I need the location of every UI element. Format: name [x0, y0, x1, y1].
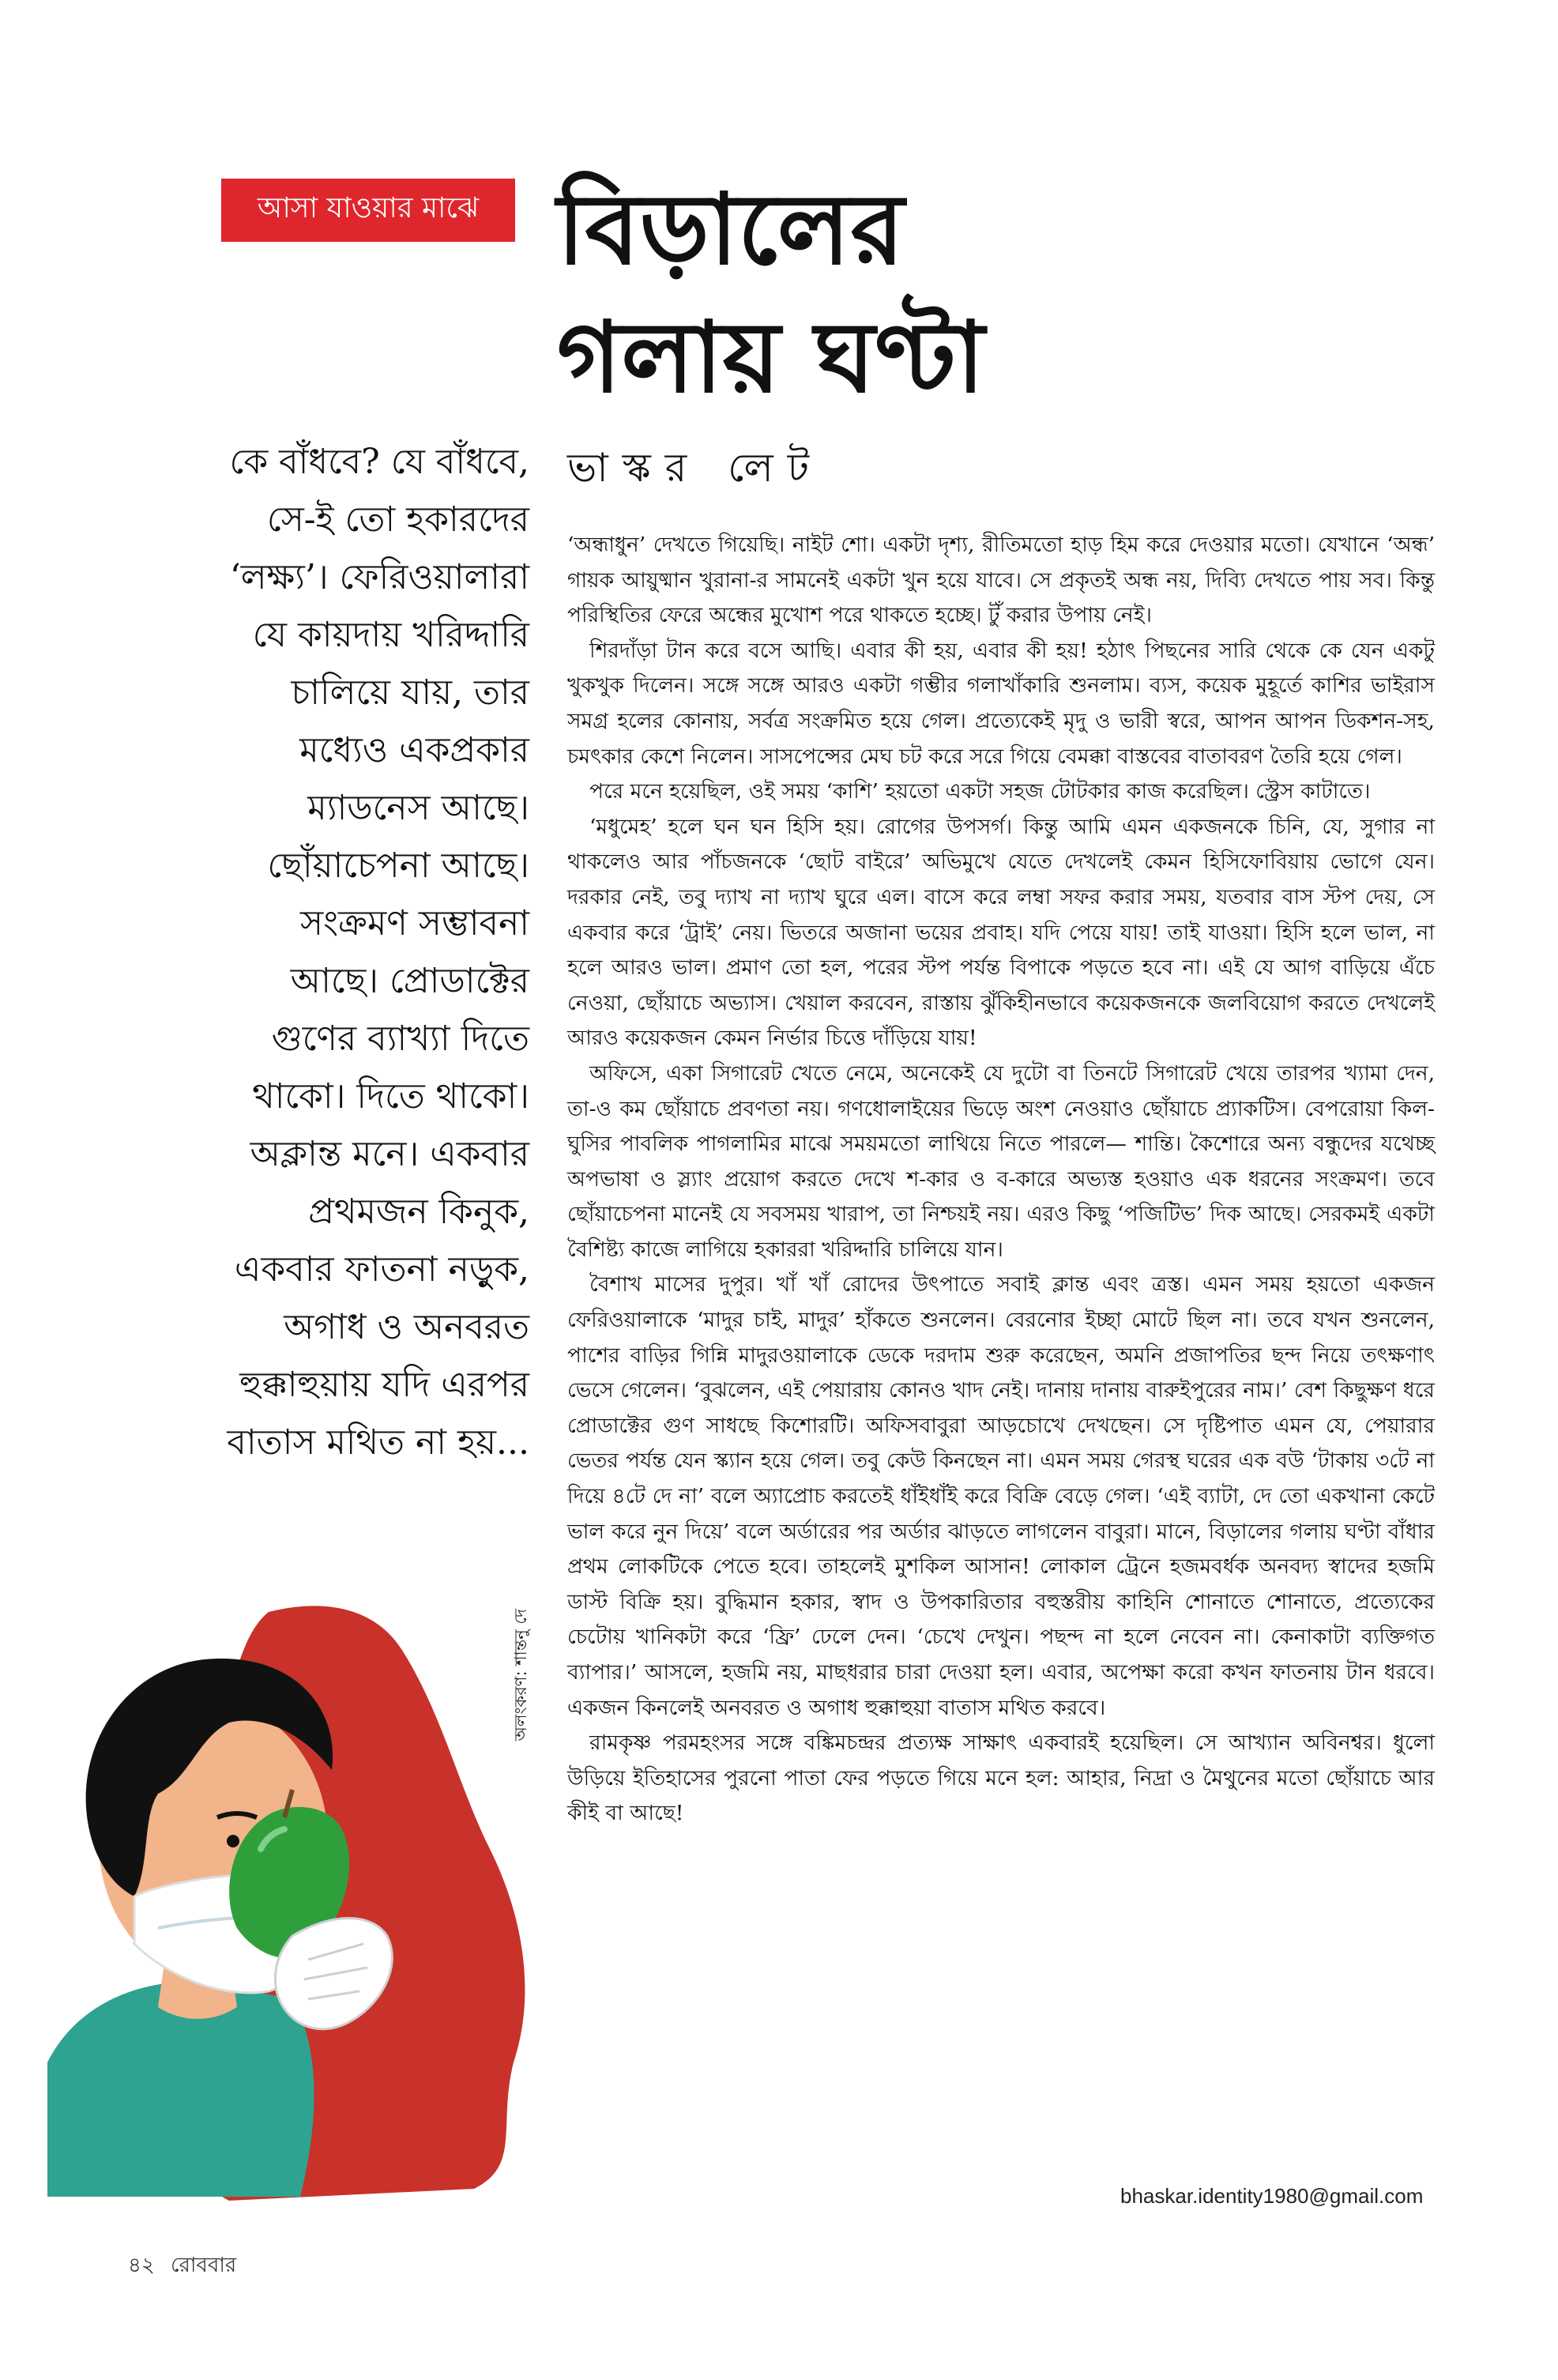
- pull-quote-line: যে কায়দায় খরিদ্দারি: [252, 615, 529, 655]
- pull-quote-line: একবার ফাতনা নড়ুক,: [234, 1249, 529, 1290]
- pull-quote-line: থাকো। দিতে থাকো।: [252, 1076, 529, 1117]
- pull-quote-line: বাতাস মথিত না হয়...: [227, 1422, 529, 1463]
- pull-quote-line: সংক্রমণ সম্ভাবনা: [300, 903, 529, 943]
- body-paragraph: পরে মনে হয়েছিল, ওই সময় ‘কাশি’ হয়তো একটা সহজ টোটকার কাজ করেছিল। স্ট্রেস কাটাতে।: [589, 779, 1371, 804]
- pull-quote-line: কে বাঁধবে? যে বাঁধবে,: [229, 442, 529, 482]
- body-paragraph: শিরদাঁড়া টান করে বসে আছি। এবার কী হয়, এবার কী হয়! হঠাৎ পিছনের সারি থেকে কে যেন একটু খুকখুক দিলেন। সঙ্গে সঙ্গে আরও একটা গম্ভীর গলাখাঁকারি শুনলাম। ব্যস, কয়েক মুহূর্তে কাশির ভাইরাস সমগ্র হলের কোনায়, সর্বত্র সংক্রমিত হয়ে গেল। প্রত্যেকেই মৃদু ও ভারী স্বরে, আপন আপন ডিকশন-সহ, চমৎকার কেশে নিলেন। সাসপেন্সের মেঘ চট করে সরে গিয়ে বেমক্কা বাস্তবের বাতাবরণ তৈরি হয়ে গেল।: [567, 638, 1435, 769]
- pull-quote-line: অক্লান্ত মনে। একবার: [250, 1134, 529, 1174]
- pull-quote-line: প্রথমজন কিনুক,: [308, 1192, 529, 1232]
- magazine-name: রোববার: [171, 2254, 237, 2277]
- pull-quote-line: অগাধ ও অনবরত: [284, 1307, 529, 1347]
- pull-quote-line: মধ্যেও একপ্রকার: [299, 730, 529, 770]
- body-paragraph: ‘অন্ধাধুন’ দেখতে গিয়েছি। নাইট শো। একটা দৃশ্য, রীতিমতো হাড় হিম করে দেওয়ার মতো। যেখানে ‘অন্ধ’ গায়ক আয়ুষ্মান খুরানা-র সামনেই একটা খুন হয়ে যাবে। সে প্রকৃতই অন্ধ নয়, দিব্যি দেখতে পায় সব। কিন্তু পরিস্থিতির ফেরে অন্ধের মুখোশ পরে থাকতে হচ্ছে। টুঁ করার উপায় নেই।: [567, 533, 1435, 628]
- illustration-masked-boy-with-apple: [32, 1580, 545, 2205]
- body-paragraph: বৈশাখ মাসের দুপুর। খাঁ খাঁ রোদের উৎপাতে সবাই ক্লান্ত এবং ত্রস্ত। এমন সময় হয়তো একজন ফেরিওয়ালাকে ‘মাদুর চাই, মাদুর’ হাঁকতে শুনলেন। বেরনোর ইচ্ছা মোটে ছিল না। তবে যখন শুনলেন, পাশের বাড়ির গিন্নি মাদুরওয়ালাকে ডেকে দরদাম শুরু করেছেন, অমনি প্রজাপতির ছন্দ নিয়ে তৎক্ষণাৎ ভেসে গেলেন। ‘বুঝলেন, এই পেয়ারায় কোনও খাদ নেই। দানায় দানায় বারুইপুরের নাম।’ বেশ কিছুক্ষণ ধরে প্রোডাক্টের গুণ সাধছে কিশোরটি। অফিসবাবুরা আড়চোখে দেখছেন। সে দৃষ্টিপাত এমন যে, পেয়ারার ভেতর পর্যন্ত যেন স্ক্যান হয়ে গেল। তবু কেউ কিনছেন না। এমন সময় গেরস্থ ঘরের এক বউ ‘টাকায় ৩টে না দিয়ে ৪টে দে না’ বলে অ্যাপ্রোচ করতেই ধাঁইধাঁই করে বিক্রি বেড়ে গেল। ‘এই ব্যাটা, দে তো একখানা কেটে ভাল করে নুন দিয়ে’ বলে অর্ডারের পর অর্ডার ঝাড়তে লাগলেন বাবুরা। মানে, বিড়ালের গলায় ঘণ্টা বাঁধার প্রথম লোকটিকে পেতে হবে। তাহলেই মুশকিল আসান! লোকাল ট্রেনে হজমবর্ধক অনবদ্য স্বাদের হজমি ডাস্ট বিক্রি হয়। বুদ্ধিমান হকার, স্বাদ ও উপকারিতার বহুস্তরীয় কাহিনি শোনাতে শোনাতে, প্রত্যেকের চেটোয় খানিকটা করে ‘ফ্রি’ ঢেলে দেন। ‘চেখে দেখুন। পছন্দ না হলে নেবেন না। কেনাকাটা ব্যক্তিগত ব্যাপার।’ আসলে, হজমি নয়, মাছধরার চারা দেওয়া হল। এবার, অপেক্ষা করো কখন ফাতনায় টান ধরবে। একজন কিনলেই অনবরত ও অগাধ হুক্কাহুয়া বাতাস মথিত করবে।: [567, 1272, 1435, 1720]
- pull-quote-line: গুণের ব্যাখ্যা দিতে: [271, 1019, 529, 1059]
- pull-quote-line: ছোঁয়াচেপনা আছে।: [267, 845, 529, 886]
- title-line-2: গলায় ঘণ্টা: [557, 301, 985, 415]
- pull-quote: [119, 433, 529, 1471]
- pull-quote-line: হুক্কাহুয়ায় যদি এরপর: [239, 1365, 529, 1405]
- pull-quote-line: চালিয়ে যায়, তার: [291, 672, 529, 713]
- article-body: [567, 528, 1435, 1832]
- pull-quote-line: ম্যাডনেস আছে।: [307, 788, 529, 828]
- body-paragraph: ‘মধুমেহ’ হলে ঘন ঘন হিসি হয়। রোগের উপসর্গ। কিন্তু আমি এমন একজনকে চিনি, যে, সুগার না থাকলেও আর পাঁচজনকে ‘ছোট বাইরে’ অভিমুখে যেতে দেখলেই কেমন হিসিফোবিয়ায় ভোগে যেন। দরকার নেই, তবু দ্যাখ না দ্যাখ ঘুরে এল। বাসে করে লম্বা সফর করার সময়, যতবার বাস স্টপ দেয়, সে একবার করে ‘ট্রাই’ নেয়। ভিতরে অজানা ভয়ের প্রবাহ। যদি পেয়ে যায়! তাই যাওয়া। হিসি হলে ভাল, না হলে আরও ভাল। প্রমাণ তো হল, পরের স্টপ পর্যন্ত বিপাকে পড়তে হবে না। এই যে আগ বাড়িয়ে এঁচে নেওয়া, ছোঁয়াচে অভ্যাস। খেয়াল করবেন, রাস্তায় ঝুঁকিহীনভাবে কয়েকজনকে জলবিয়োগ করতে দেখলেই আরও কয়েকজন কেমন নির্ভার চিত্তে দাঁড়িয়ে যায়!: [567, 814, 1435, 1051]
- pull-quote-line: আছে। প্রোডাক্টের: [290, 961, 529, 1001]
- body-paragraph: অফিসে, একা সিগারেট খেতে নেমে, অনেকেই যে দুটো বা তিনটে সিগারেট খেয়ে তারপর খ্যামা দেন, তা-ও কম ছোঁয়াচে প্রবণতা নয়। গণধোলাইয়ের ভিড়ে অংশ নেওয়াও ছোঁয়াচে প্র্যাকটিস। বেপরোয়া কিল-ঘুসির পাবলিক পাগলামির মাঝে সময়মতো লাথিয়ে নিতে পারলে— শান্তি। কৈশোরে অন্য বন্ধুদের যথেচ্ছ অপভাষা ও স্ল্যাং প্রয়োগ করতে দেখে শ-কার ও ব-কারে অভ্যস্ত হওয়াও এক ধরনের সংক্রমণ। তবে ছোঁয়াচেপনা মানেই যে সবসময় খারাপ, তা নিশ্চয়ই নয়। এরও কিছু ‘পজিটিভ’ দিক আছে। সেরকমই একটা বৈশিষ্ট্য কাজে লাগিয়ে হকাররা খরিদ্দারি চালিয়ে যান।: [567, 1060, 1435, 1262]
- pull-quote-line: ‘লক্ষ্য’। ফেরিওয়ালারা: [229, 557, 529, 597]
- title-line-1: বিড়ালের: [557, 173, 905, 287]
- article-title: [557, 166, 1110, 422]
- section-label: আসা যাওয়ার মাঝে: [221, 179, 515, 242]
- eye: [227, 1835, 239, 1847]
- body-paragraph: রামকৃষ্ণ পরমহংসর সঙ্গে বঙ্কিমচন্দ্রর প্রত্যক্ষ সাক্ষাৎ একবারই হয়েছিল। সে আখ্যান অবিনশ্বর। ধুলো উড়িয়ে ইতিহাসের পুরনো পাতা ফের পড়তে গিয়ে মনে হল: আহার, নিদ্রা ও মৈথুনের মতো ছোঁয়াচে আর কীই বা আছে!: [567, 1730, 1435, 1826]
- author-email[interactable]: bhaskar.identity1980@gmail.com: [1120, 2184, 1424, 2208]
- page-number: ৪২: [128, 2254, 155, 2277]
- pull-quote-line: সে-ই তো হকারদের: [266, 499, 529, 540]
- illustration-credit: অলংকরণ: শান্তনু দে: [511, 1609, 530, 1742]
- page-folio: [128, 2249, 236, 2284]
- author-byline: ভাস্কর লেট: [567, 445, 823, 491]
